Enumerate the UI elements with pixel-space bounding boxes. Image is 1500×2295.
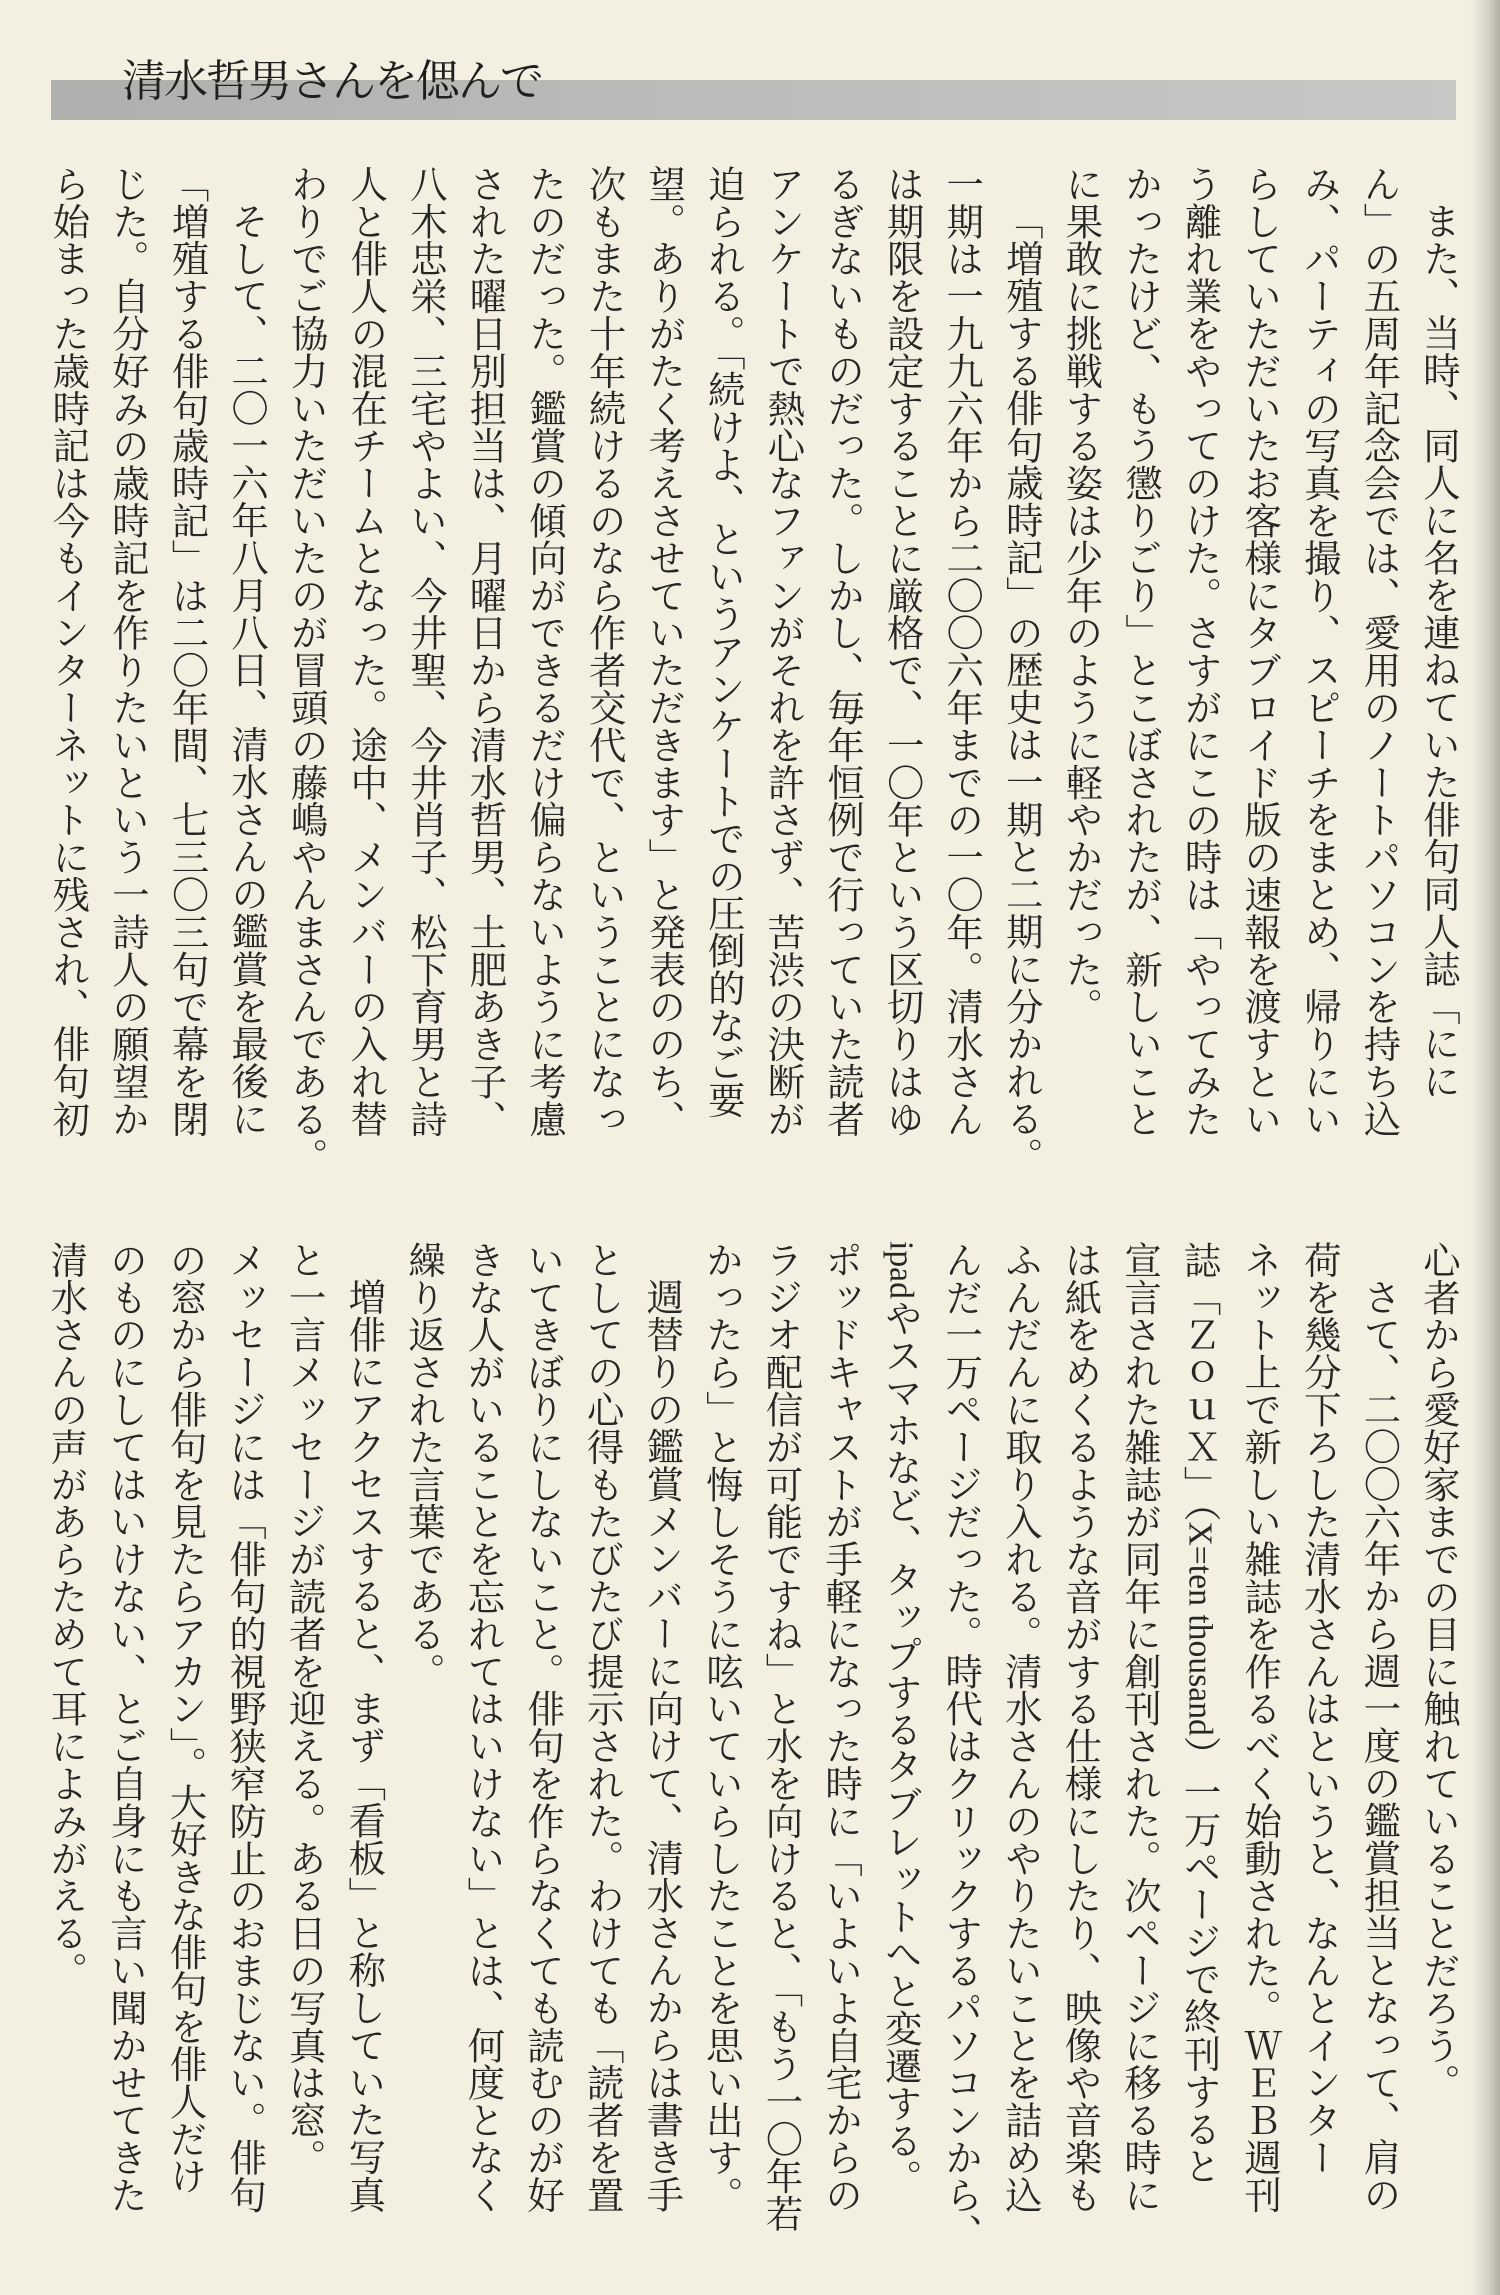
text-column: ふんだんに取り入れる。清水さんのやりたいことを詰め込 — [998, 1241, 1043, 2214]
text-column: 望。ありがたく考えさせていただきます」と発表ののち、 — [642, 165, 687, 1138]
text-column: う離れ業をやってのけた。さすがにこの時は「やってみた — [1178, 165, 1223, 1138]
text-column: のものにしてはいけない、とご自身にも言い聞かせてきた — [103, 1241, 148, 2214]
text-column: は期限を設定することに厳格で、一〇年という区切りはゆ — [880, 165, 925, 1138]
text-column: かったら」と悔しそうに呟いていらしたことを思い出す。 — [699, 1241, 744, 2214]
text-column: 八木忠栄、三宅やよい、今井聖、今井肖子、松下育男と詩 — [403, 165, 448, 1138]
text-column: ポッドキャストが手軽になった時に「いよいよ自宅からの — [819, 1241, 864, 2214]
text-column: るぎないものだった。しかし、毎年恒例で行っていた読者 — [821, 165, 866, 1138]
text-column: そして、二〇一六年八月八日、清水さんの鑑賞を最後に — [225, 202, 270, 1138]
latin-text-run: X=ten thousand — [1181, 1521, 1219, 1736]
text-column: 荷を幾分下ろした清水さんはというと、なんとインター — [1297, 1241, 1342, 2176]
text-column: アンケートで熱心なファンがそれを許さず、苦渋の決断が — [761, 165, 806, 1138]
text-column: さて、二〇〇六年から週一度の鑑賞担当となって、肩の — [1357, 1278, 1402, 2214]
upper-text-block — [37, 165, 1468, 1215]
text-column: 清水さんの声があらためて耳によみがえる。 — [44, 1241, 89, 1989]
latin-text-run: ipad — [882, 1241, 920, 1299]
text-column: の窓から俳句を見たらアカン」。大好きな俳句を俳人だけ — [163, 1241, 208, 2195]
text-column: としての心得もたびたび提示された。わけても「読者を置 — [580, 1241, 625, 2214]
text-column: 繰り返された言葉である。 — [401, 1241, 446, 1690]
text-column: ネット上で新しい雑誌を作るべく始動された。ＷＥＢ週刊 — [1238, 1241, 1283, 2214]
text-column: に果敢に挑戦する姿は少年のように軽やかだった。 — [1059, 165, 1104, 1026]
text-column: 次もまた十年続けるのなら作者交代で、ということになっ — [582, 165, 627, 1138]
text-column: 宣言された雑誌が同年に創刊された。次ページに移る時に — [1118, 1241, 1163, 2214]
text-column: 人と俳人の混在チームとなった。途中、メンバーの入れ替 — [344, 165, 389, 1138]
text-column: じた。自分好みの歳時記を作りたいという一詩人の願望か — [105, 165, 150, 1138]
text-column: ら始まった歳時記は今もインターネットに残され、俳句初 — [46, 165, 91, 1138]
text-column: された曜日別担当は、月曜日から清水哲男、土肥あき子、 — [463, 165, 508, 1138]
text-column: メッセージには「俳句的視野狭窄防止のおまじない。俳句 — [223, 1241, 268, 2214]
text-column: 増俳にアクセスすると、まず「看板」と称していた写真 — [342, 1278, 387, 2214]
text-column: ラジオ配信が可能ですね」と水を向けると、「もう一〇年若 — [759, 1241, 804, 2233]
text-column: 一期は一九九六年から二〇〇六年までの一〇年。清水さん — [940, 165, 985, 1138]
page-edge-shadow — [1470, 0, 1500, 2295]
text-column: 「増殖する俳句歳時記」の歴史は一期と二期に分かれる。 — [999, 202, 1044, 1175]
text-column: み、パーティの写真を撮り、スピーチをまとめ、帰りにい — [1297, 165, 1342, 1138]
text-column: 「増殖する俳句歳時記」は二〇年間、七三〇三句で幕を閉 — [165, 165, 210, 1138]
text-column: 週替りの鑑賞メンバーに向けて、清水さんからは書き手 — [640, 1278, 685, 2214]
text-column: らしていただいたお客様にタブロイド版の速報を渡すとい — [1238, 165, 1283, 1138]
text-column: わりでご協力いただいたのが冒頭の藤嶋やんまさんである。 — [284, 165, 329, 1175]
text-column: きな人がいることを忘れてはいけない」とは、何度となく — [461, 1241, 506, 2214]
text-column: 迫られる。「続けよ、というアンケートでの圧倒的なご要 — [701, 165, 746, 1119]
text-column: いてきぼりにしないこと。俳句を作らなくても読むのが好 — [521, 1241, 566, 2214]
text-column: ん」の五周年記念会では、愛用のノートパソコンを持ち込 — [1357, 165, 1402, 1138]
lower-text-block — [37, 1241, 1468, 2286]
text-column: たのだった。鑑賞の傾向ができるだけ偏らないように考慮 — [523, 165, 568, 1138]
text-column: かったけど、もう懲りごり」とこぼされたが、新しいこと — [1119, 165, 1164, 1138]
text-column: と一言メッセージが読者を迎える。ある日の写真は窓。 — [282, 1241, 327, 2176]
text-column: は紙をめくるような音がする仕様にしたり、映像や音楽も — [1058, 1241, 1103, 2214]
text-column: 心者から愛好家までの目に触れていることだろう。 — [1417, 1241, 1461, 2102]
page-title: 清水哲男さんを偲んで — [122, 56, 542, 107]
text-column: また、当時、同人に名を連ねていた俳句同人誌「にに — [1417, 202, 1461, 1100]
text-column: んだ一万ページだった。時代はクリックするパソコンから、 — [939, 1241, 984, 2251]
text-column: ipadやスマホなど、タップするタブレットへと変遷する。 — [878, 1241, 923, 2197]
text-column: 誌「ＺｏｕＸ」（X=ten thousand）一万ページで終刊すると — [1177, 1241, 1222, 2185]
